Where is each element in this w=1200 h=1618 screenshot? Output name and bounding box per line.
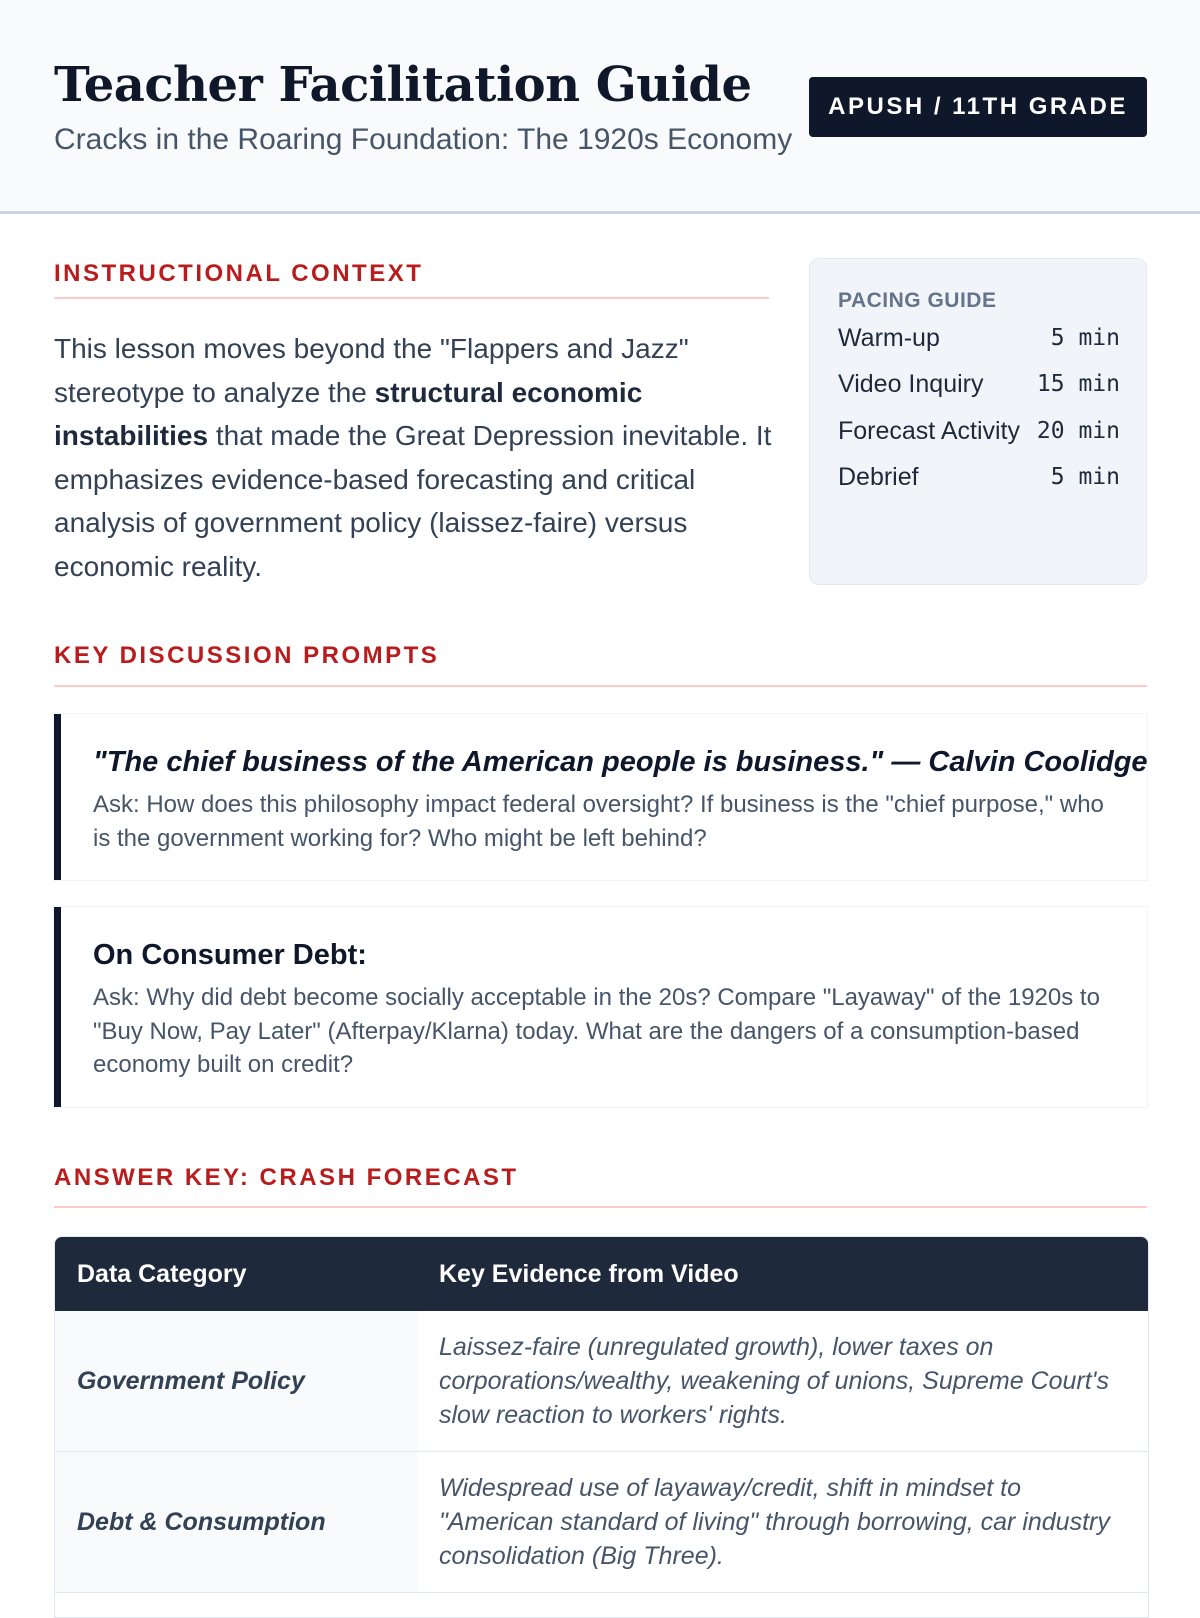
prompt-quote: "The chief business of the American people is business." — Calvin Coolidge bbox=[93, 746, 1148, 778]
pacing-label: Debrief bbox=[838, 462, 919, 491]
pacing-row bbox=[838, 460, 1120, 494]
prompt-title: On Consumer Debt: bbox=[93, 939, 367, 971]
prompt-question: Ask: How does this philosophy impact federal oversight? If business is the "chief purpose," who is the government working for? Who might be left behind? bbox=[93, 791, 1104, 852]
pacing-label: Warm-up bbox=[838, 323, 940, 352]
section-divider bbox=[54, 1206, 1147, 1208]
category-cell: Government Policy bbox=[55, 1311, 417, 1452]
context-text-part: that made the Great Depression inevitable. It emphasizes evidence-based forecasting and critical analysis of government policy (laissez-faire) versus economic reality. bbox=[54, 420, 772, 582]
section-divider bbox=[54, 297, 769, 299]
prompt-card bbox=[54, 907, 1147, 1107]
prompt-card bbox=[54, 714, 1147, 880]
table-row bbox=[55, 1452, 1148, 1593]
table-row bbox=[55, 1311, 1148, 1452]
page-header bbox=[0, 0, 1200, 214]
evidence-cell: Widespread use of layaway/credit, shift in mindset to "American standard of living" through borrowing, car industry consolidation (Big Three). bbox=[417, 1452, 1148, 1593]
pacing-row bbox=[838, 414, 1120, 448]
section-divider bbox=[54, 685, 1147, 687]
table-header-row bbox=[55, 1237, 1148, 1311]
pacing-guide-title: PACING GUIDE bbox=[838, 289, 997, 312]
category-cell: Debt & Consumption bbox=[55, 1452, 417, 1593]
instructional-context-text bbox=[54, 327, 774, 588]
page-title: Teacher Facilitation Guide bbox=[54, 57, 752, 113]
context-text-emphasis: structural economic instabilities bbox=[54, 376, 643, 451]
page-subtitle: Cracks in the Roaring Foundation: The 1920s Economy bbox=[54, 123, 793, 156]
instructional-context-heading: INSTRUCTIONAL CONTEXT bbox=[54, 260, 424, 287]
pacing-row bbox=[838, 367, 1120, 401]
pacing-time: 20 min bbox=[1036, 418, 1120, 444]
pacing-time: 5 min bbox=[1050, 325, 1120, 351]
context-text-part: This lesson moves beyond the "Flappers and Jazz" stereotype to analyze the bbox=[54, 333, 689, 408]
pacing-label: Forecast Activity bbox=[838, 416, 1020, 445]
evidence-cell: Laissez-faire (unregulated growth), lower taxes on corporations/wealthy, weakening of unions, Supreme Court's slow reaction to workers' rights. bbox=[417, 1311, 1148, 1452]
discussion-prompts-heading: KEY DISCUSSION PROMPTS bbox=[54, 642, 440, 669]
pacing-guide-card bbox=[809, 258, 1147, 585]
column-header: Data Category bbox=[55, 1237, 417, 1311]
pacing-label: Video Inquiry bbox=[838, 369, 984, 398]
grade-badge: APUSH / 11TH GRADE bbox=[809, 77, 1147, 137]
pacing-time: 15 min bbox=[1036, 371, 1120, 397]
answer-key-heading: ANSWER KEY: CRASH FORECAST bbox=[54, 1164, 519, 1191]
answer-key-table bbox=[54, 1236, 1149, 1618]
pacing-row bbox=[838, 321, 1120, 355]
column-header: Key Evidence from Video bbox=[417, 1237, 1148, 1311]
prompt-question: Ask: Why did debt become socially acceptable in the 20s? Compare "Layaway" of the 1920s to "Buy Now, Pay Later" (Afterpay/Klarna) today. What are the dangers of a consumption-based economy built on credit? bbox=[93, 984, 1100, 1078]
pacing-time: 5 min bbox=[1050, 464, 1120, 490]
